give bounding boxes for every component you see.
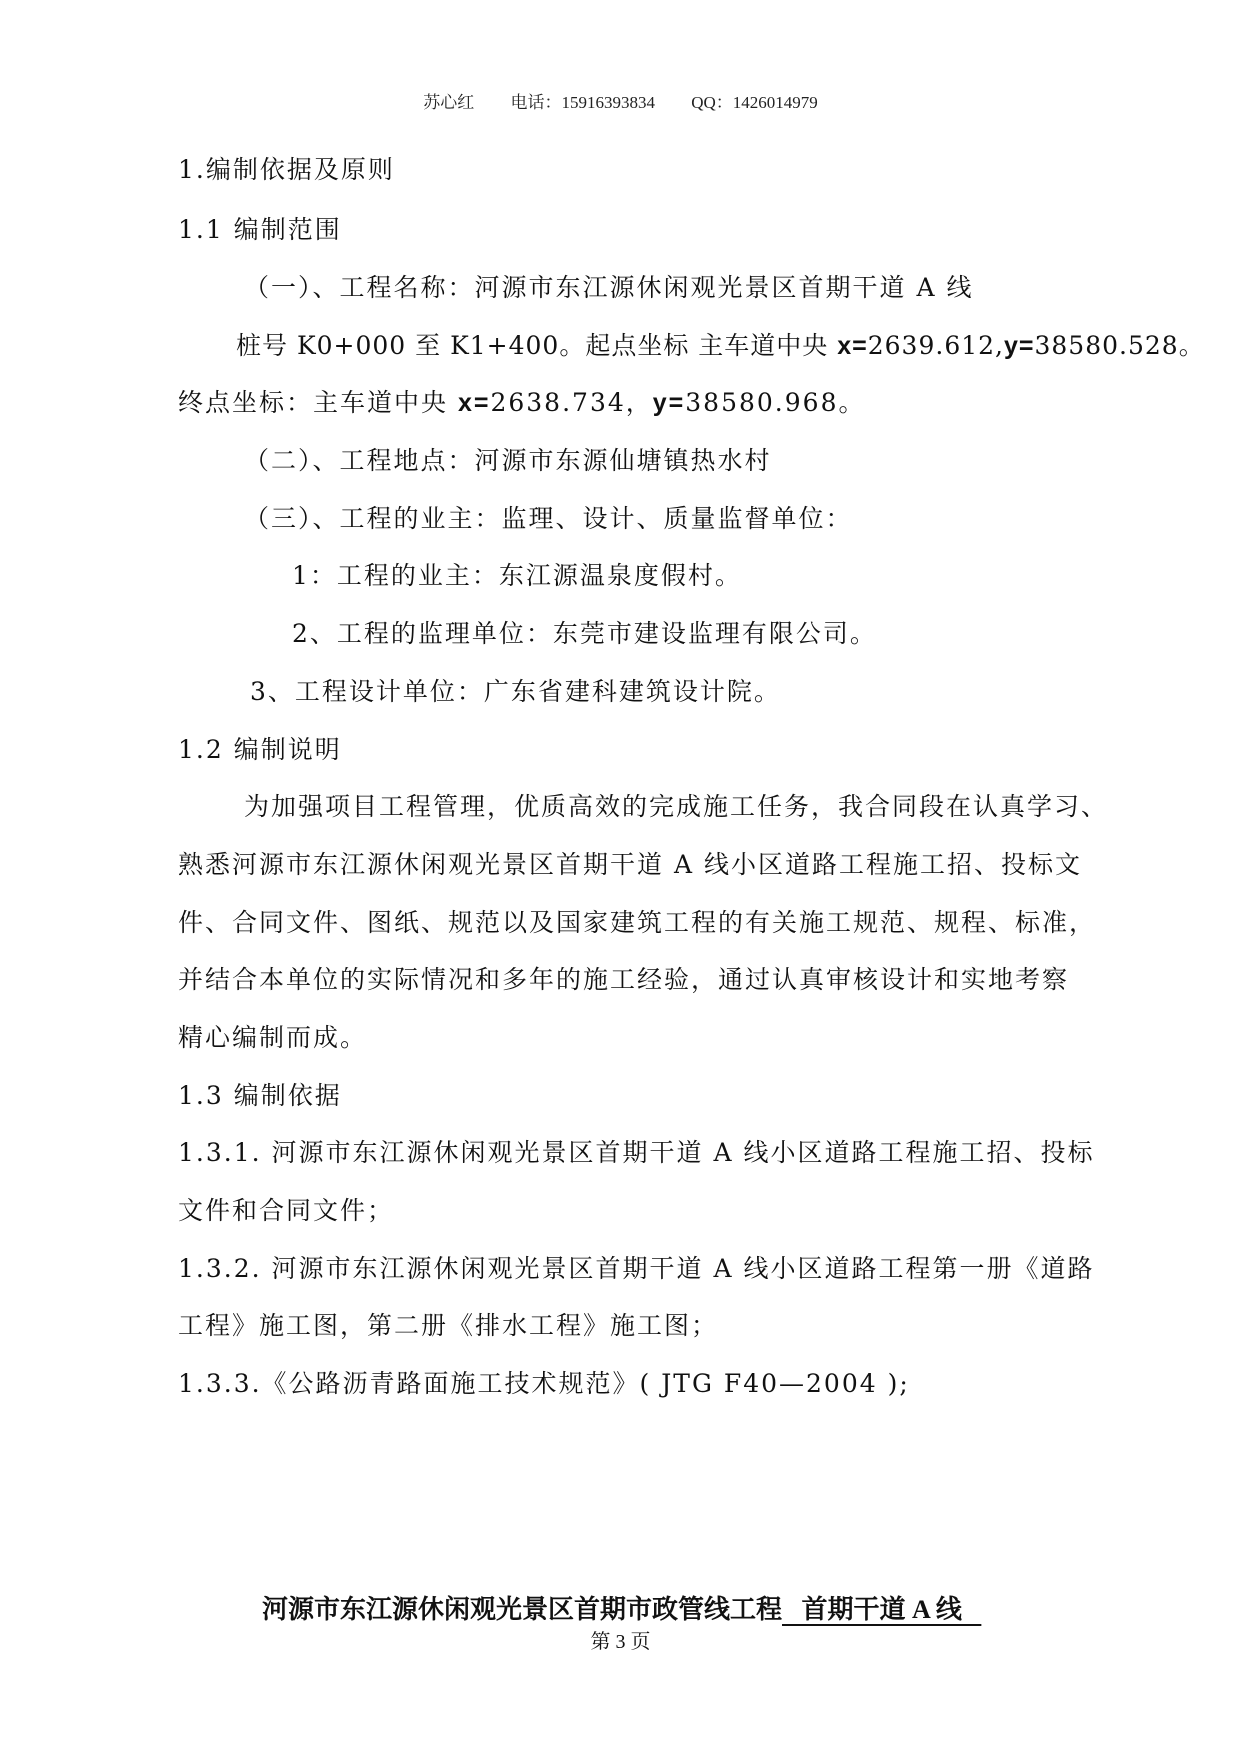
footer-title-underlined: 首期干道 A 线 (782, 1595, 982, 1624)
end-coordinate-text: 终点坐标：主车道中央 (178, 388, 458, 417)
header-phone: 电话：15916393834 (510, 93, 655, 112)
basis-item-2-line: 1.3.2. 河源市东江源休闲观光景区首期干道 A 线小区道路工程第一册《道路 (178, 1254, 1095, 1283)
page-number: 第 3 页 (590, 1631, 651, 1653)
basis-item-1-line: 1.3.1. 河源市东江源休闲观光景区首期干道 A 线小区道路工程施工招、投标 (178, 1138, 1095, 1167)
section-heading-1-1: 1.1 编制范围 (178, 215, 342, 244)
end-y-label: y= (652, 389, 686, 417)
start-coordinate-line (236, 326, 1205, 362)
description-paragraph-line: 熟悉河源市东江源休闲观光景区首期干道 A 线小区道路工程施工招、投标文 (178, 850, 1082, 879)
basis-item-1-line: 文件和合同文件； (178, 1196, 395, 1225)
basis-item-3-line: 1.3.3.《公路沥青路面施工技术规范》( JTG F40—2004 ); (178, 1369, 910, 1398)
section-heading-1: 1.编制依据及原则 (178, 155, 395, 184)
designer-line: 3、工程设计单位：广东省建科建筑设计院。 (250, 677, 781, 706)
basis-item-2-line: 工程》施工图，第二册《排水工程》施工图； (178, 1311, 719, 1340)
start-coordinate-text: 桩号 K0+000 至 K1+400。起点坐标 主车道中央 (236, 331, 838, 360)
project-name-line: （一）、工程名称：河源市东江源休闲观光景区首期干道 A 线 (244, 273, 974, 302)
end-x-value: 2638.734， (490, 388, 653, 417)
start-x-value: 2639.612, (867, 331, 1004, 360)
owner-line: 1：工程的业主：东江源温泉度假村。 (292, 561, 742, 590)
header-contact-name: 苏心红 (423, 93, 475, 112)
project-parties-line: （三）、工程的业主：监理、设计、质量监督单位： (244, 504, 853, 533)
description-paragraph-line: 件、合同文件、图纸、规范以及国家建筑工程的有关施工规范、规程、标准， (178, 908, 1097, 937)
project-location-line: （二）、工程地点：河源市东源仙塘镇热水村 (244, 446, 772, 475)
end-coordinate-line (178, 383, 865, 419)
footer-project-title (262, 1589, 981, 1626)
end-y-value: 38580.968。 (685, 388, 866, 417)
section-heading-1-3: 1.3 编制依据 (178, 1081, 342, 1110)
end-x-label: x= (457, 389, 491, 417)
header-qq: QQ：1426014979 (691, 93, 818, 112)
supervisor-line: 2、工程的监理单位：东莞市建设监理有限公司。 (292, 619, 877, 648)
section-heading-1-2: 1.2 编制说明 (178, 735, 342, 764)
start-y-value: 38580.528。 (1034, 331, 1205, 360)
start-y-label: y= (1003, 332, 1035, 360)
description-paragraph-line: 精心编制而成。 (178, 1023, 368, 1052)
start-x-label: x= (837, 332, 868, 360)
page-header (0, 88, 1241, 113)
footer-title-main: 河源市东江源休闲观光景区首期市政管线工程 (262, 1595, 783, 1624)
description-paragraph-line: 为加强项目工程管理，优质高效的完成施工任务，我合同段在认真学习、 (244, 792, 1109, 821)
description-paragraph-line: 并结合本单位的实际情况和多年的施工经验，通过认真审核设计和实地考察 (178, 965, 1070, 994)
